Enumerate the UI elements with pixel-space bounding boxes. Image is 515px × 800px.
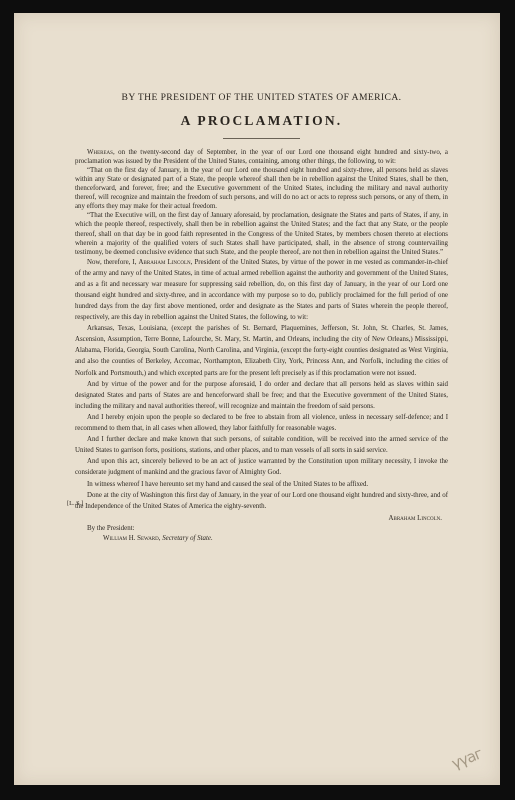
document-title: A PROCLAMATION.: [180, 113, 343, 128]
paragraph-enjoin: And I hereby enjoin upon the people so declared to be free to abstain from all violence, unless in necessary self-defence; and I recommend to them that, in all cases when allowed, they labor faithfully for reasonable wages.: [75, 413, 448, 433]
paragraph-lead-word: Whereas,: [87, 149, 115, 156]
paragraph-order: And by virtue of the power and for the purpose aforesaid, I do order and declare that all persons held as slaves within said designated States and parts of States are and henceforward shall be free; and that the Executive government of the United States, including the military and naval authorities thereof, will recognize and maintain the freedom of said persons.: [75, 380, 448, 410]
paragraph-states-list: Arkansas, Texas, Louisiana, (except the parishes of St. Bernard, Plaquemines, Jefferson, St. John, St. Charles, St. James, Ascension, Assumption, Terre Bonne, Lafourche, St. Mary, St. Martin, and Orleans, including the city of New Orleans,) Mississippi, Alabama, Florida, Georgia, South Carolina, North Carolina, and Virginia, (except the forty-eight counties designated as West Virginia, and also the counties of Berkeley, Accomac, Northampton, Elizabeth City, York, Princess Ann, and Norfolk, including the cities of Norfolk and Portsmouth,) and which excepted parts are for the present left precisely as if this proclamation were not issued.: [75, 325, 448, 377]
by-the-president: By the President:: [87, 524, 135, 532]
dating-clause: [67, 490, 448, 512]
paragraph-witness: In witness whereof I have hereunto set my hand and caused the seal of the United States to be affixed.: [87, 480, 369, 488]
paragraph-justice: And upon this act, sincerely believed to be an act of justice warranted by the Constitution upon military necessity, I invoke the considerate judgment of mankind and the gracious favor of Almighty God.: [75, 458, 448, 477]
pencil-annotation: үүаг: [449, 744, 485, 773]
secretary-name: William H. Seward: [103, 534, 159, 542]
signature: Abraham Lincoln.: [388, 514, 442, 522]
paragraph-done-at: Done at the city of Washington this first day of January, in the year of our Lord one thousand eight hundred and sixty-three, and of the Independence of the United States of America the eighty-seventh.: [75, 491, 448, 510]
quoted-paragraph: “That the Executive will, on the first day of January aforesaid, by proclamation, designate the States and parts of States, if any, in which the people thereof, respectively, shall then be in rebellion against the United States; and the fact that any State, or the people thereof, shall on that day be in good faith represented in the Congress of the United States, by members chosen thereto at elections wherein a majority of the qualified voters of such States shall have participated, shall, in the absence of strong countervailing testimony, be deemed conclusive evidence that such State, and the people thereof, are not then in rebellion against the United States.”: [75, 212, 448, 256]
secretary-title: , Secretary of State.: [158, 534, 213, 542]
paragraph-text: Now, therefore, I,: [87, 258, 139, 266]
president-name: Abraham Lincoln: [138, 258, 191, 266]
title-divider: [223, 138, 300, 139]
paragraph-armed-service: And I further declare and make known that such persons, of suitable condition, will be received into the armed service of the United States to garrison forts, positions, stations, and other places, and to man vessels of all sorts in said service.: [75, 436, 448, 455]
paragraph-now-therefore: [75, 257, 448, 324]
document-page: [14, 13, 500, 785]
document-heading: BY THE PRESIDENT OF THE UNITED STATES OF AMERICA.: [121, 92, 402, 103]
paragraph-whereas: [75, 148, 448, 166]
document-body: [67, 148, 448, 544]
paragraph-text: on the twenty-second day of September, in the year of our Lord one thousand eight hundred and sixty-two, a proclamation was issued by the President of the United States, containing, among other things, the following, to wit:: [75, 149, 448, 166]
seal-mark: [L. S.]: [67, 499, 84, 507]
paragraph-text: , President of the United States, by virtue of the power in me vested as commander-in-chief of the army and navy of the United States, in time of actual armed rebellion against the authority and government of the United States, and as a fit and necessary war measure for suppressing said rebellion, do, on this first day of January, in the year of our Lord one thousand eight hundred and sixty-three, and in accordance with my purpose so to do, publicly proclaimed for the full period of one hundred days from the day first above mentioned, order and designate as the States and parts of States wherein the people thereof, respectively, are this day in rebellion against the United States, the following, to wit:: [75, 258, 448, 322]
quoted-paragraph: “That on the first day of January, in the year of our Lord one thousand eight hundred and sixty-three, all persons held as slaves within any State or designated part of a State, the people whereof shall then be in rebellion against the United States, shall be then, thenceforward, and forever, free; and the Executive government of the United States, including the military and naval authority thereof, will recognize and maintain the freedom of such persons, and will do no act or acts to repress such persons, or any of them, in any efforts they may make for their actual freedom.: [75, 167, 448, 211]
countersignature: [103, 534, 448, 544]
